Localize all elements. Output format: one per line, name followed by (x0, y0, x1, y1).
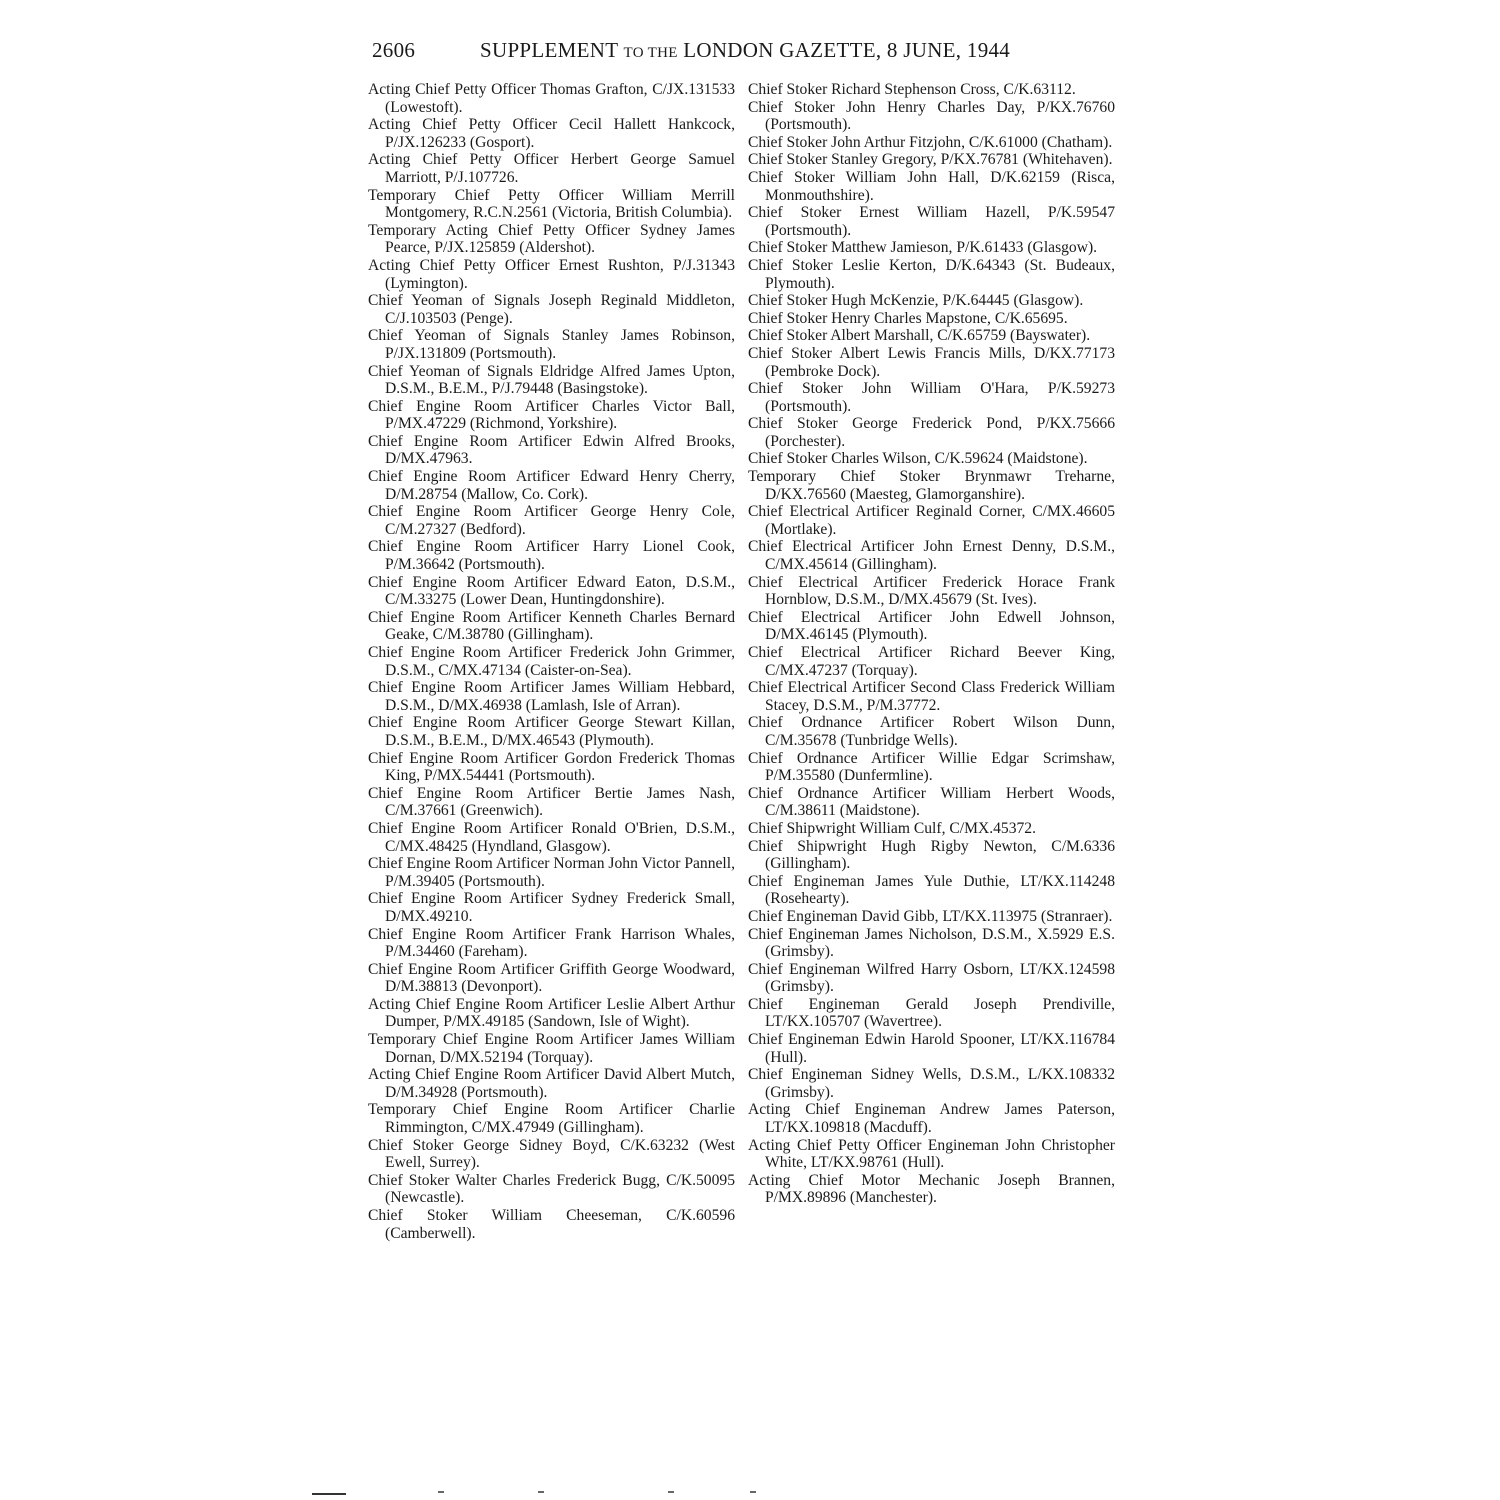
honours-entry: Chief Engine Room Artificer Griffith George Woodward, D/M.38813 (Devonport). (368, 960, 735, 996)
honours-entry: Chief Stoker John Henry Charles Day, P/KX.76760 (Portsmouth). (748, 98, 1115, 134)
honours-entry: Chief Electrical Artificer John Ernest Denny, D.S.M., C/MX.45614 (Gillingham). (748, 538, 1115, 574)
honours-entry: Chief Engine Room Artificer Ronald O'Brien, D.S.M., C/MX.48425 (Hyndland, Glasgow). (368, 819, 735, 855)
honours-entry: Chief Engineman James Yule Duthie, LT/KX.114248 (Rosehearty). (748, 872, 1115, 908)
left-column (368, 81, 735, 1242)
honours-entry: Chief Electrical Artificer Frederick Horace Frank Hornblow, D.S.M., D/MX.45679 (St. Ives). (748, 573, 1115, 609)
honours-entry: Chief Engine Room Artificer Edward Eaton, D.S.M., C/M.33275 (Lower Dean, Huntingdonshire). (368, 573, 735, 609)
honours-entry: Chief Shipwright William Culf, C/MX.45372. (748, 819, 1037, 837)
honours-entry: Chief Electrical Artificer John Edwell Johnson, D/MX.46145 (Plymouth). (748, 608, 1115, 644)
page-number: 2606 (372, 38, 416, 62)
honours-entry: Chief Ordnance Artificer Willie Edgar Scrimshaw, P/M.35580 (Dunfermline). (748, 749, 1115, 785)
honours-entry: Chief Engine Room Artificer Frank Harrison Whales, P/M.34460 (Fareham). (368, 925, 735, 961)
honours-entry: Chief Ordnance Artificer William Herbert Woods, C/M.38611 (Maidstone). (748, 784, 1115, 820)
honours-entry: Acting Chief Engine Room Artificer Leslie Albert Arthur Dumper, P/MX.49185 (Sandown, Isle of Wight). (368, 995, 735, 1031)
honours-entry: Chief Engineman Gerald Joseph Prendiville, LT/KX.105707 (Wavertree). (748, 995, 1115, 1031)
honours-entry: Chief Yeoman of Signals Eldridge Alfred James Upton, D.S.M., B.E.M., P/J.79448 (Basingstoke). (368, 362, 735, 398)
honours-entry: Acting Chief Petty Officer Cecil Hallett Hankcock, P/JX.126233 (Gosport). (368, 116, 735, 151)
honours-entry: Temporary Acting Chief Petty Officer Sydney James Pearce, P/JX.125859 (Aldershot). (368, 221, 735, 257)
honours-entry: Chief Engine Room Artificer George Stewart Killan, D.S.M., B.E.M., D/MX.46543 (Plymouth). (368, 714, 735, 749)
honours-entry: Chief Yeoman of Signals Joseph Reginald Middleton, C/J.103503 (Penge). (368, 292, 735, 327)
honours-entry: Chief Electrical Artificer Second Class Frederick William Stacey, D.S.M., P/M.37772. (748, 679, 1115, 714)
honours-entry: Chief Stoker Hugh McKenzie, P/K.64445 (Glasgow). (748, 292, 1084, 310)
honours-entry: Chief Engine Room Artificer James William Hebbard, D.S.M., D/MX.46938 (Lamlash, Isle of Arran). (368, 679, 735, 714)
honours-entry: Chief Engineman James Nicholson, D.S.M., X.5929 E.S. (Grimsby). (748, 925, 1115, 961)
honours-entry: Acting Chief Petty Officer Thomas Grafton, C/JX.131533 (Lowestoft). (368, 81, 735, 116)
honours-entry: Chief Engine Room Artificer Harry Lionel Cook, P/M.36642 (Portsmouth). (368, 538, 735, 574)
honours-entry: Chief Stoker William John Hall, D/K.62159 (Risca, Monmouthshire). (748, 168, 1115, 204)
honours-entry: Chief Stoker Richard Stephenson Cross, C/K.63112. (748, 81, 1076, 98)
honours-entry: Chief Stoker John William O'Hara, P/K.59273 (Portsmouth). (748, 380, 1115, 415)
honours-entry: Chief Stoker Matthew Jamieson, P/K.61433 (Glasgow). (748, 239, 1098, 257)
title-small: TO THE (623, 45, 678, 61)
honours-entry: Chief Engine Room Artificer George Henry Cole, C/M.27327 (Bedford). (368, 503, 735, 538)
honours-entry: Chief Electrical Artificer Richard Beever King, C/MX.47237 (Torquay). (748, 644, 1115, 679)
gazette-title (480, 38, 1010, 63)
honours-entry: Chief Stoker Charles Wilson, C/K.59624 (Maidstone). (748, 450, 1088, 468)
honours-entry: Temporary Chief Stoker Brynmawr Treharne, D/KX.76560 (Maesteg, Glamorganshire). (748, 468, 1115, 503)
honours-entry: Chief Stoker Walter Charles Frederick Bugg, C/K.50095 (Newcastle). (368, 1171, 735, 1207)
honours-entry: Chief Engine Room Artificer Edward Henry Cherry, D/M.28754 (Mallow, Co. Cork). (368, 468, 735, 503)
honours-entry: Chief Stoker Henry Charles Mapstone, C/K.65695. (748, 309, 1068, 327)
honours-entry: Chief Stoker George Sidney Boyd, C/K.63232 (West Ewell, Surrey). (368, 1136, 735, 1172)
honours-entry: Acting Chief Petty Officer Ernest Rushton, P/J.31343 (Lymington). (368, 256, 735, 292)
honours-entry: Chief Stoker Leslie Kerton, D/K.64343 (St. Budeaux, Plymouth). (748, 256, 1115, 292)
honours-entry: Chief Stoker Albert Marshall, C/K.65759 (Bayswater). (748, 327, 1091, 345)
honours-entry: Chief Stoker Albert Lewis Francis Mills, D/KX.77173 (Pembroke Dock). (748, 344, 1115, 380)
honours-entry: Acting Chief Petty Officer Herbert George Samuel Marriott, P/J.107726. (368, 151, 735, 186)
honours-entry: Chief Engineman Wilfred Harry Osborn, LT/KX.124598 (Grimsby). (748, 960, 1115, 996)
honours-entry: Chief Stoker William Cheeseman, C/K.60596 (Camberwell). (368, 1207, 735, 1242)
honours-entry: Temporary Chief Engine Room Artificer James William Dornan, D/MX.52194 (Torquay). (368, 1031, 735, 1066)
honours-entry: Chief Electrical Artificer Reginald Corner, C/MX.46605 (Mortlake). (748, 503, 1115, 538)
honours-entry: Chief Stoker John Arthur Fitzjohn, C/K.61000 (Chatham). (748, 133, 1113, 151)
honours-entry: Temporary Chief Petty Officer William Merrill Montgomery, R.C.N.2561 (Victoria, British Columbia). (368, 186, 735, 222)
honours-entry: Chief Engine Room Artificer Bertie James Nash, C/M.37661 (Greenwich). (368, 784, 735, 820)
honours-entry: Temporary Chief Engine Room Artificer Charlie Rimmington, C/MX.47949 (Gillingham). (368, 1101, 735, 1137)
honours-entry: Chief Engine Room Artificer Frederick John Grimmer, D.S.M., C/MX.47134 (Caister-on-Sea). (368, 644, 735, 679)
honours-entry: Chief Engineman Sidney Wells, D.S.M., L/KX.108332 (Grimsby). (748, 1066, 1115, 1101)
honours-entry: Chief Engineman David Gibb, LT/KX.113975 (Stranraer). (748, 907, 1113, 925)
honours-entry: Chief Shipwright Hugh Rigby Newton, C/M.6336 (Gillingham). (748, 837, 1115, 873)
honours-entry: Chief Stoker George Frederick Pond, P/KX.75666 (Porchester). (748, 415, 1115, 450)
right-column (748, 81, 1115, 1207)
page-header (372, 38, 1118, 68)
honours-entry: Chief Yeoman of Signals Stanley James Robinson, P/JX.131809 (Portsmouth). (368, 327, 735, 362)
honours-entry: Acting Chief Engine Room Artificer David Albert Mutch, D/M.34928 (Portsmouth). (368, 1066, 735, 1101)
honours-entry: Chief Engine Room Artificer Kenneth Charles Bernard Geake, C/M.38780 (Gillingham). (368, 608, 735, 644)
honours-entry: Chief Engine Room Artificer Charles Victor Ball, P/MX.47229 (Richmond, Yorkshire). (368, 397, 735, 433)
honours-entry: Chief Stoker Stanley Gregory, P/KX.76781 (Whitehaven). (748, 151, 1113, 169)
honours-entry: Acting Chief Engineman Andrew James Paterson, LT/KX.109818 (Macduff). (748, 1101, 1115, 1137)
honours-entry: Chief Engine Room Artificer Sydney Frederick Small, D/MX.49210. (368, 890, 735, 925)
honours-entry: Acting Chief Motor Mechanic Joseph Brannen, P/MX.89896 (Manchester). (748, 1171, 1115, 1207)
honours-entry: Chief Engineman Edwin Harold Spooner, LT/KX.116784 (Hull). (748, 1031, 1115, 1066)
honours-entry: Chief Engine Room Artificer Norman John Victor Pannell, P/M.39405 (Portsmouth). (368, 855, 735, 890)
title-suffix: LONDON GAZETTE, 8 JUNE, 1944 (677, 38, 1011, 62)
honours-entry: Acting Chief Petty Officer Engineman John Christopher White, LT/KX.98761 (Hull). (748, 1136, 1115, 1172)
title-prefix: SUPPLEMENT (480, 38, 624, 62)
honours-entry: Chief Ordnance Artificer Robert Wilson Dunn, C/M.35678 (Tunbridge Wells). (748, 714, 1115, 749)
honours-entry: Chief Engine Room Artificer Edwin Alfred Brooks, D/MX.47963. (368, 432, 735, 468)
footer-rule (312, 1493, 346, 1495)
honours-entry: Chief Stoker Ernest William Hazell, P/K.59547 (Portsmouth). (748, 204, 1115, 239)
honours-entry: Chief Engine Room Artificer Gordon Frederick Thomas King, P/MX.54441 (Portsmouth). (368, 749, 735, 785)
footer-marks (430, 1491, 770, 1495)
